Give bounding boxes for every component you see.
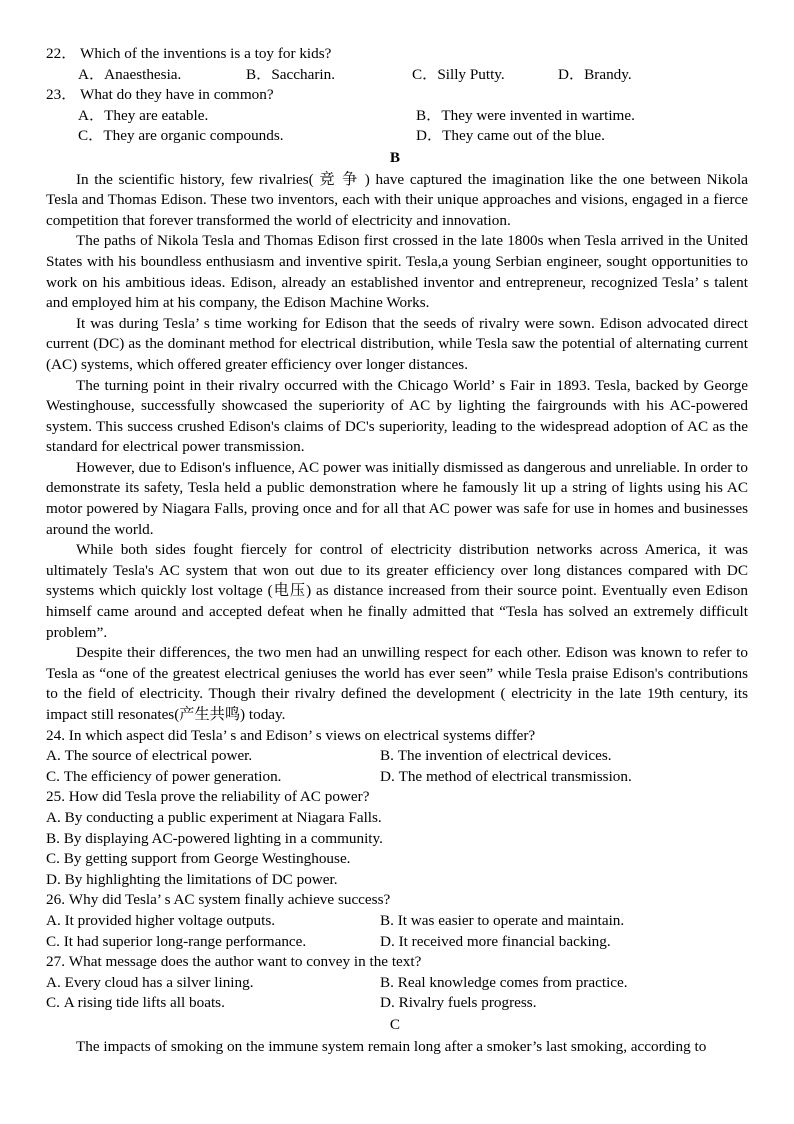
question-27-option-c[interactable] [46, 993, 380, 1014]
question-26-option-a[interactable] [46, 911, 380, 932]
question-27-option-b[interactable] [380, 973, 628, 994]
question-26-number: 26. [46, 891, 65, 909]
document-content [46, 44, 748, 1057]
option-text: Brandy. [584, 65, 632, 83]
question-22-option-a[interactable] [78, 65, 246, 86]
option-text: By highlighting the limitations of DC power. [64, 870, 338, 888]
section-b-paragraph-6: While both sides fought fiercely for control of electricity distribution networks across America, it was ultimately Tesla's AC system that won out due to its greater efficiency over long distances compared with DC systems which quickly lost voltage (电压) as distance increased from their source point. Eventually even Edison himself came around and accepted defeat when he finally admitted that “Tesla has solved an extremely difficult problem”. [46, 541, 748, 641]
question-27-options-row-2 [46, 993, 748, 1014]
option-label: C． [78, 127, 104, 145]
question-27-options-row-1 [46, 973, 748, 994]
option-text: They came out of the blue. [442, 127, 605, 145]
option-text: Saccharin. [271, 65, 335, 83]
question-24-option-d[interactable] [380, 767, 632, 788]
option-text: It had superior long-range performance. [63, 932, 307, 950]
question-27-stem-line [46, 952, 748, 973]
question-25-option-a[interactable] [46, 808, 748, 829]
question-27-number: 27. [46, 953, 65, 971]
question-24-stem: In which aspect did Tesla’ s and Edison’ s views on electrical systems differ? [68, 726, 536, 744]
option-label: C. [46, 994, 60, 1012]
option-text: Silly Putty. [437, 65, 505, 83]
question-24-stem-line [46, 726, 748, 747]
question-22-option-c[interactable] [412, 65, 558, 86]
question-25-option-d[interactable] [46, 870, 748, 891]
option-text: Rivalry fuels progress. [398, 994, 537, 1012]
question-24-options-row-1 [46, 746, 748, 767]
question-27-stem: What message does the author want to convey in the text? [68, 953, 422, 971]
option-label: A. [46, 911, 61, 929]
option-label: D. [380, 932, 395, 950]
question-24-option-c[interactable] [46, 767, 380, 788]
question-27-option-d[interactable] [380, 993, 537, 1014]
section-b-paragraph-1: In the scientific history, few rivalries( 竞 争 ) have captured the imagination like the one between Nikola Tesla and Thomas Edison. These two inventors, each with their unique approaches and visions, engaged in a fierce competition that forever transformed the world of electricity and innovation. [46, 170, 748, 229]
option-label: B. [380, 973, 394, 991]
question-22-option-b[interactable] [246, 65, 412, 86]
question-23-options-row-1 [46, 106, 748, 127]
option-text: They are eatable. [104, 106, 209, 124]
question-25-option-c[interactable] [46, 849, 748, 870]
question-25-number: 25. [46, 788, 65, 806]
question-26-option-c[interactable] [46, 932, 380, 953]
question-24-option-a[interactable] [46, 746, 380, 767]
section-b-paragraph-2: The paths of Nikola Tesla and Thomas Edison first crossed in the late 1800s when Tesla arrived in the United States with his boundless enthusiasm and inventive spirit. Tesla,a young Serbian engineer, sought opportunities to work on his ambitious ideas. Edison, already an established inventor and entrepreneur, recognized Tesla’ s talent and employed him at his company, the Edison Machine Works. [46, 232, 748, 312]
question-25-stem-line [46, 787, 748, 808]
option-text: Every cloud has a silver lining. [64, 973, 254, 991]
question-23-number: 23． [46, 86, 77, 104]
option-label: C. [46, 850, 60, 868]
option-text: It received more financial backing. [398, 932, 611, 950]
option-label: D. [380, 994, 395, 1012]
option-label: A. [46, 747, 61, 765]
question-26-options-row-2 [46, 932, 748, 953]
question-22-stem-line [46, 44, 748, 65]
option-text: Anaesthesia. [104, 65, 182, 83]
section-c-letter: C [389, 1015, 401, 1033]
option-label: A． [78, 65, 105, 83]
option-text: By getting support from George Westinghouse. [63, 850, 351, 868]
question-23-option-b[interactable] [416, 106, 635, 127]
section-b-paragraph-4: The turning point in their rivalry occurred with the Chicago World’ s Fair in 1893. Tesla, backed by George Westinghouse, successfully showcased the superiority of AC by lighting the fairgrounds with his AC-powered system. This success crushed Edison's claims of DC's superiority, leading to the widespread adoption of AC as the standard for electrical power transmission. [46, 376, 748, 456]
question-22-options-row [46, 65, 748, 86]
question-25-stem: How did Tesla prove the reliability of AC power? [68, 788, 370, 806]
option-text: They are organic compounds. [103, 127, 284, 145]
question-23-stem: What do they have in common? [80, 86, 274, 104]
option-label: C． [412, 65, 438, 83]
option-label: B． [246, 65, 272, 83]
question-24-option-b[interactable] [380, 746, 612, 767]
option-label: A． [78, 106, 105, 124]
option-text: The invention of electrical devices. [397, 747, 612, 765]
question-26-options-row-1 [46, 911, 748, 932]
option-label: C. [46, 932, 60, 950]
section-b-paragraph-3: It was during Tesla’ s time working for Edison that the seeds of rivalry were sown. Edison advocated direct current (DC) as the dominant method for electrical distribution, while Tesla saw the potential of alternating current (AC) systems, which offered greater efficiency over longer distances. [46, 314, 748, 373]
question-22-stem: Which of the inventions is a toy for kids? [80, 45, 332, 62]
question-27-option-a[interactable] [46, 973, 380, 994]
option-label: D． [558, 65, 585, 83]
question-24-number: 24. [46, 726, 65, 744]
question-26-option-d[interactable] [380, 932, 611, 953]
option-label: B. [46, 829, 60, 847]
option-text: They were invented in wartime. [441, 106, 635, 124]
section-b-letter: B [389, 148, 401, 166]
option-label: B. [380, 747, 394, 765]
question-23-options-row-2 [46, 126, 748, 147]
option-text: By displaying AC-powered lighting in a community. [63, 829, 383, 847]
question-25-option-b[interactable] [46, 829, 748, 850]
section-b-paragraph-5: However, due to Edison's influence, AC power was initially dismissed as dangerous and unreliable. In order to demonstrate its safety, Tesla held a public demonstration where he famously lit up a string of lights using his AC motor powered by Niagara Falls, proving once and for all that AC power was safe for use in homes and businesses around the world. [46, 458, 748, 538]
question-26-option-b[interactable] [380, 911, 624, 932]
option-label: D. [380, 767, 395, 785]
option-text: A rising tide lifts all boats. [63, 994, 225, 1012]
option-label: B. [380, 911, 394, 929]
question-26-stem-line [46, 890, 748, 911]
question-23-option-c[interactable] [78, 126, 416, 147]
question-26-stem: Why did Tesla’ s AC system finally achieve success? [68, 891, 391, 909]
option-text: It provided higher voltage outputs. [64, 911, 276, 929]
question-23-stem-line [46, 85, 748, 106]
option-text: Real knowledge comes from practice. [397, 973, 628, 991]
option-label: A. [46, 808, 61, 826]
section-c-paragraph-1: The impacts of smoking on the immune system remain long after a smoker’s last smoking, according to [76, 1037, 707, 1055]
option-text: It was easier to operate and maintain. [397, 911, 625, 929]
option-text: The source of electrical power. [64, 747, 253, 765]
option-text: The efficiency of power generation. [63, 767, 282, 785]
question-24-options-row-2 [46, 767, 748, 788]
option-label: A. [46, 973, 61, 991]
question-23-option-d[interactable] [416, 126, 605, 147]
question-22-option-d[interactable] [558, 65, 632, 86]
option-text: The method of electrical transmission. [398, 767, 632, 785]
question-22-number: 22． [46, 45, 77, 62]
option-text: By conducting a public experiment at Niagara Falls. [64, 808, 382, 826]
question-23-option-a[interactable] [78, 106, 416, 127]
option-label: B． [416, 106, 442, 124]
section-b-paragraph-7: Despite their differences, the two men had an unwilling respect for each other. Edison was known to refer to Tesla as “one of the greatest electrical geniuses the world has ever seen” while Tesla praise Edison's contributions to the field of electricity. Though their rivalry defined the development ( electricity in the late 19th century, its impact still resonates(产生共鸣) today. [46, 644, 748, 723]
option-label: D. [46, 870, 61, 888]
option-label: D． [416, 127, 443, 145]
option-label: C. [46, 767, 60, 785]
